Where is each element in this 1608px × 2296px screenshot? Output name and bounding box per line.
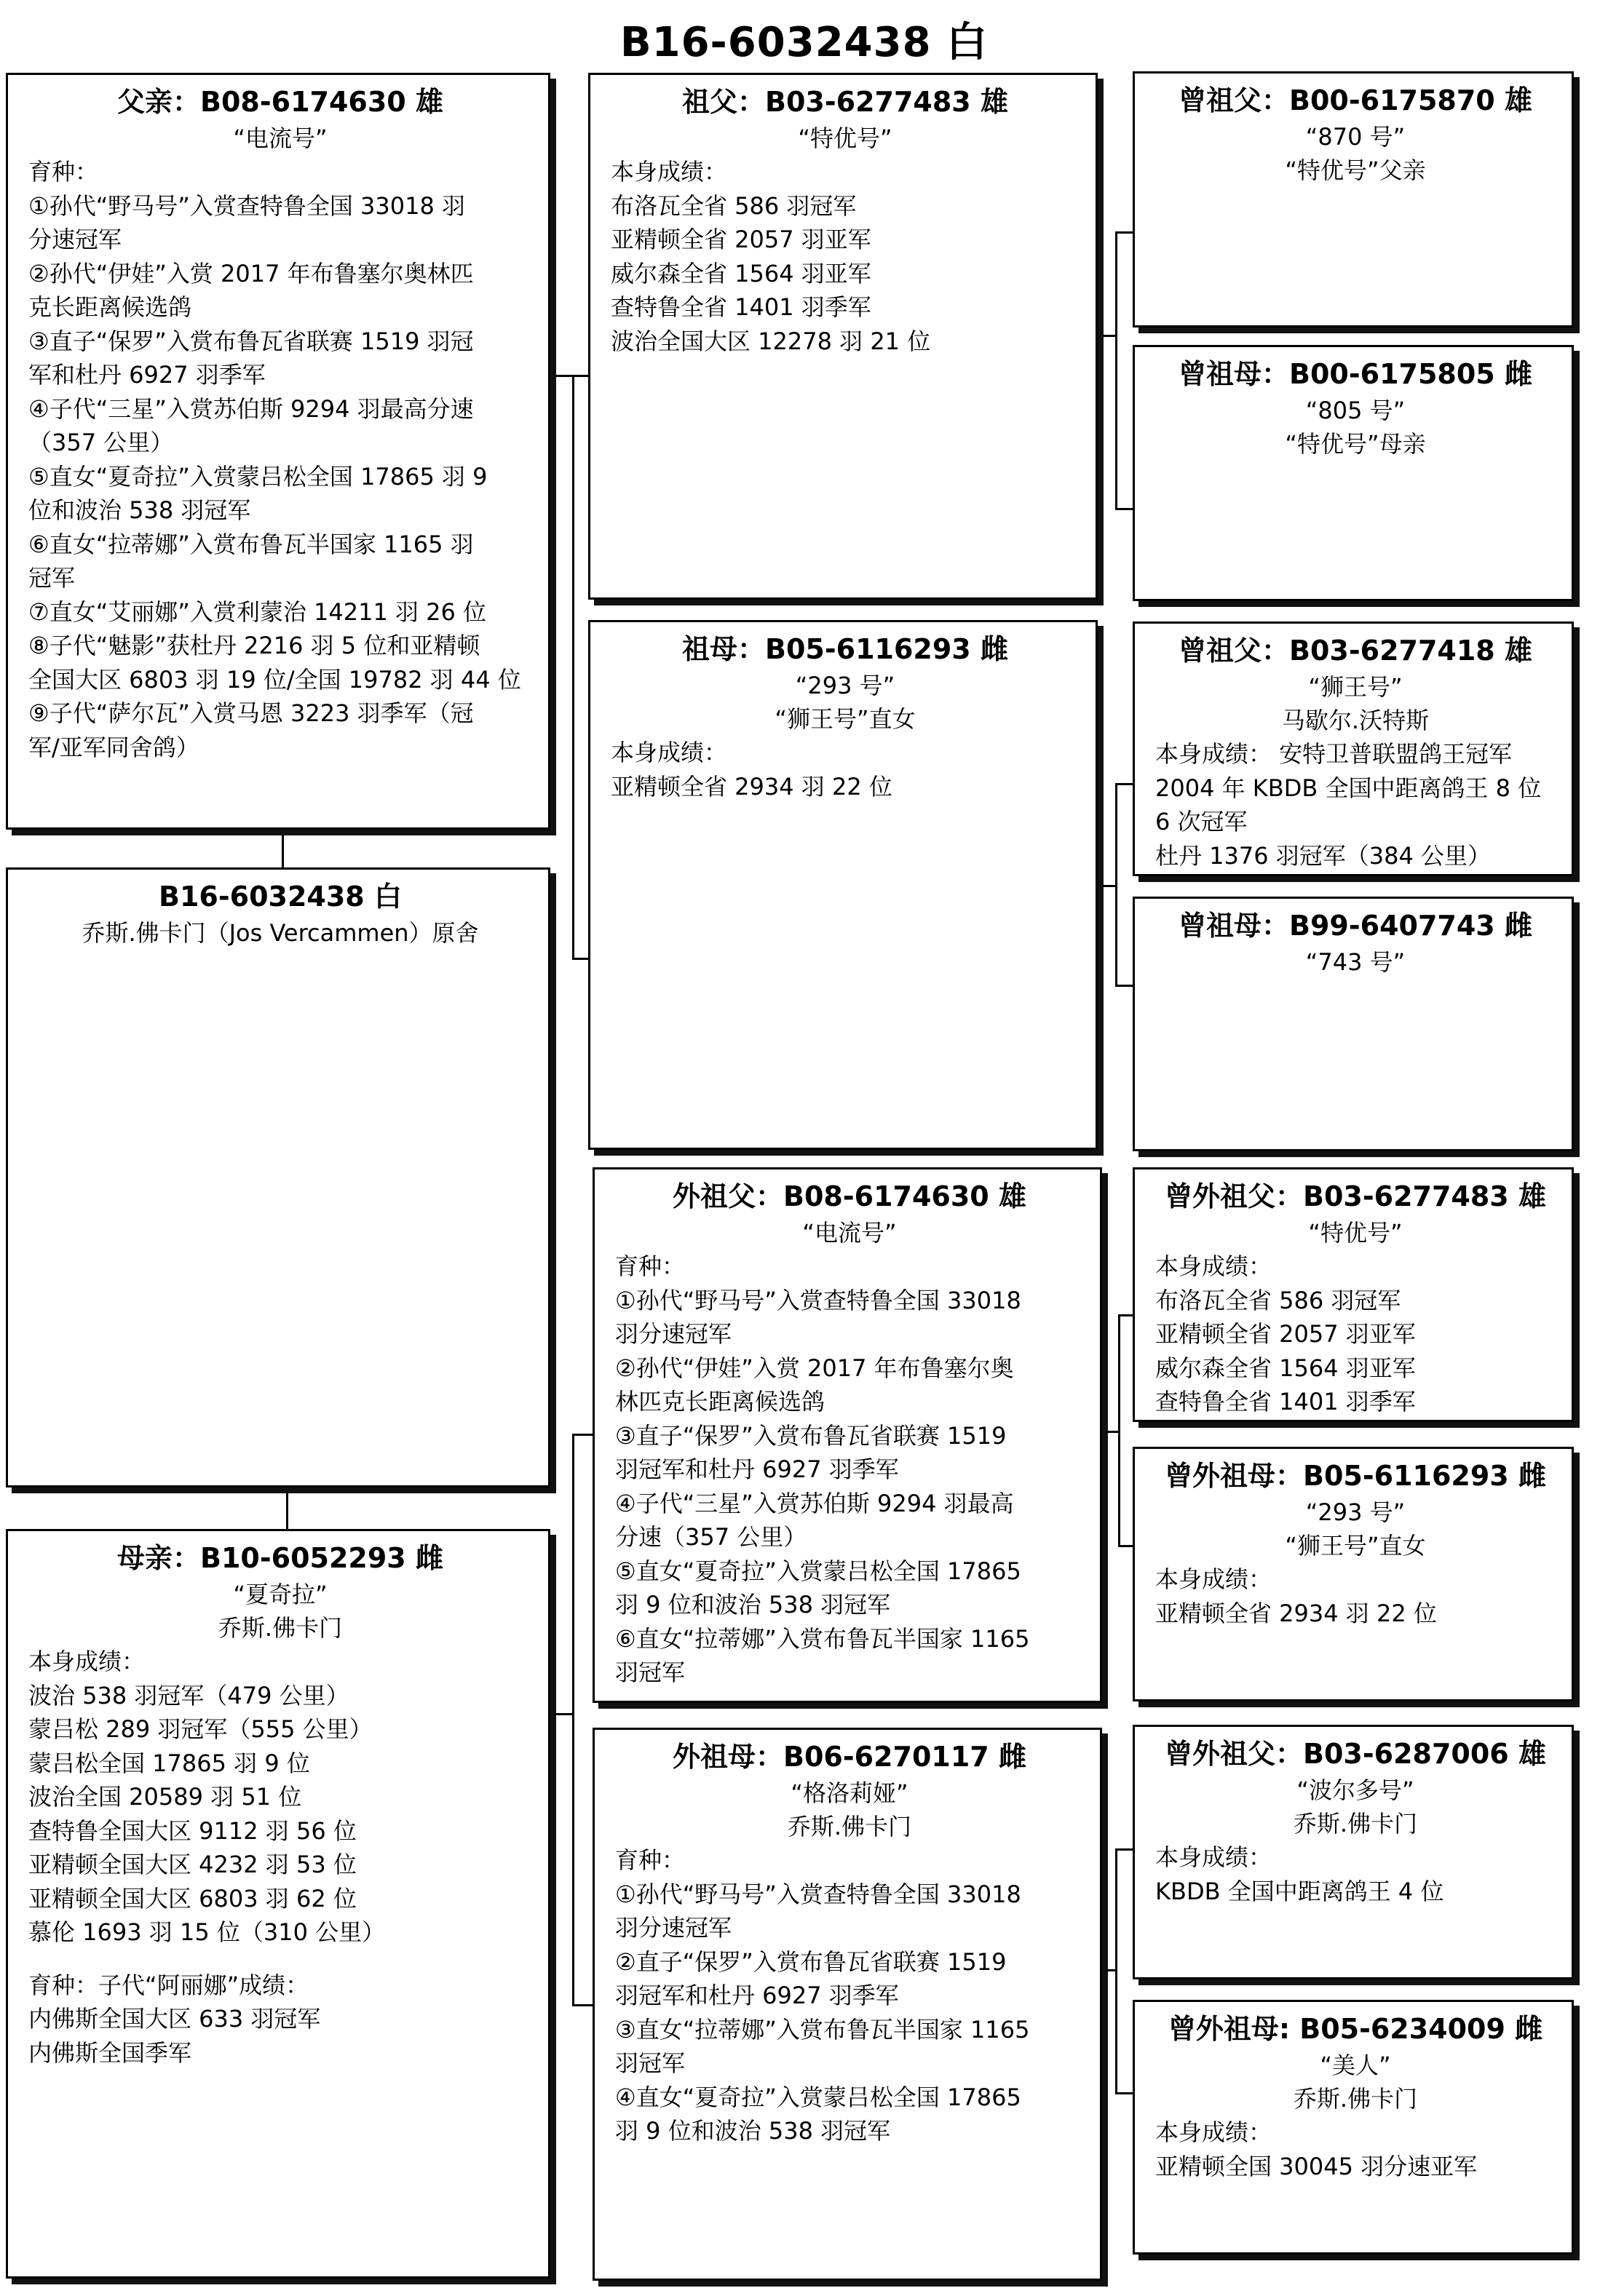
card-line: 杜丹 1376 羽冠军（384 公里） bbox=[1155, 841, 1492, 870]
connector-mother-grandparents bbox=[555, 1713, 572, 1715]
great-grandfather-4-card bbox=[1133, 1725, 1574, 1979]
card-line: ④子代“三星”入赏苏伯斯 9294 羽最高分速 bbox=[28, 394, 474, 423]
card-line: 羽分速冠军 bbox=[615, 1914, 732, 1942]
connector-to-ggm4 bbox=[1115, 2092, 1133, 2094]
connector-pgf-bracket bbox=[1115, 231, 1117, 510]
card-subtitle: 乔斯.佛卡门（Jos Vercammen）原舍 bbox=[82, 919, 479, 947]
card-subtitle: “波尔多号” bbox=[1296, 1776, 1414, 1804]
card-line: 本身成绩： bbox=[1155, 1565, 1272, 1593]
connector-father-subject bbox=[282, 835, 284, 867]
card-line: 本身成绩： bbox=[28, 1648, 146, 1675]
card-line: 位和波治 538 羽冠军 bbox=[28, 496, 251, 524]
card-line: ①孙代“野马号”入赏查特鲁全国 33018 bbox=[615, 1880, 1021, 1908]
card-subtitle: “特优号” bbox=[1308, 1219, 1403, 1247]
great-grandmother-3-card bbox=[1133, 1447, 1574, 1701]
card-heading: 祖父：B03-6277483 雄 bbox=[682, 86, 1008, 118]
card-line: 2004 年 KBDB 全国中距离鸽王 8 位 bbox=[1155, 774, 1542, 802]
card-line: ④子代“三星”入赏苏伯斯 9294 羽最高 bbox=[615, 1489, 1014, 1517]
connector-to-ggf1 bbox=[1115, 231, 1133, 234]
connector-mgf-bracket bbox=[1118, 1314, 1120, 1547]
card-line: 羽分速冠军 bbox=[615, 1320, 732, 1348]
card-subtitle: 乔斯.佛卡门 bbox=[218, 1614, 343, 1642]
card-heading: 母亲：B10-6052293 雌 bbox=[117, 1542, 443, 1574]
mother-card bbox=[6, 1529, 550, 2279]
card-line: 本身成绩： bbox=[1155, 1843, 1272, 1871]
great-grandfather-2-card bbox=[1133, 621, 1574, 876]
card-line: 羽冠军和杜丹 6927 羽季军 bbox=[615, 1455, 899, 1483]
card-line: ①孙代“野马号”入赏查特鲁全国 33018 羽 bbox=[28, 191, 465, 220]
card-heading: 曾祖父：B00-6175870 雄 bbox=[1179, 84, 1532, 116]
card-subtitle: 乔斯.佛卡门 bbox=[787, 1813, 912, 1840]
card-line: 军/亚军同舍鸽） bbox=[28, 733, 199, 761]
card-line: ④直女“夏奇拉”入赏蒙吕松全国 17865 bbox=[615, 2083, 1021, 2111]
connector-to-mgm bbox=[572, 2004, 593, 2006]
card-line: 林匹克长距离候选鸽 bbox=[615, 1388, 825, 1415]
connector-mother-bracket bbox=[572, 1434, 574, 2006]
connector-mgf-stub bbox=[1106, 1431, 1118, 1433]
card-line: 羽冠军 bbox=[615, 2049, 686, 2077]
card-line: ⑥直女“拉蒂娜”入赏布鲁瓦半国家 1165 羽 bbox=[28, 530, 474, 558]
card-line: 育种： bbox=[615, 1846, 686, 1874]
card-line: 育种： bbox=[615, 1252, 686, 1280]
connector-to-ggm2 bbox=[1115, 985, 1133, 987]
card-line: 查特鲁全省 1401 羽季军 bbox=[1155, 1388, 1416, 1415]
card-line: 波治全国大区 12278 羽 21 位 bbox=[611, 327, 931, 355]
great-grandmother-4-card bbox=[1133, 2000, 1574, 2255]
connector-to-mgf bbox=[572, 1434, 593, 1436]
card-subtitle: “格洛莉娅” bbox=[791, 1779, 908, 1807]
maternal-grandfather-card bbox=[593, 1167, 1102, 1703]
father-card bbox=[6, 73, 550, 830]
card-line: 羽冠军 bbox=[615, 1659, 686, 1686]
card-line: 羽 9 位和波治 538 羽冠军 bbox=[615, 1591, 891, 1618]
card-line: ②直子“保罗”入赏布鲁瓦省联赛 1519 bbox=[615, 1947, 1007, 1976]
card-line: 克长距离候选鸽 bbox=[28, 293, 192, 321]
connector-mgm-bracket bbox=[1115, 1848, 1117, 2094]
card-subtitle: 乔斯.佛卡门 bbox=[1293, 2085, 1418, 2113]
card-line: ②孙代“伊娃”入赏 2017 年布鲁塞尔奥林匹 bbox=[28, 259, 474, 287]
card-line: ⑨子代“萨尔瓦”入赏马恩 3223 羽季军（冠 bbox=[28, 699, 474, 727]
card-line: 育种：子代“阿丽娜”成绩： bbox=[28, 1971, 309, 1999]
card-subtitle: “特优号” bbox=[798, 124, 892, 152]
card-line: 本身成绩： 安特卫普联盟鸽王冠军 bbox=[1155, 740, 1513, 768]
connector-subject-mother bbox=[286, 1493, 288, 1529]
card-heading: 曾外祖父：B03-6277483 雄 bbox=[1165, 1180, 1546, 1212]
card-line: 亚精顿全国大区 4232 羽 53 位 bbox=[28, 1851, 357, 1878]
pedigree-title: B16-6032438 白 bbox=[619, 19, 989, 66]
card-line: 内佛斯全国季军 bbox=[28, 2038, 192, 2067]
connector-to-ggf3 bbox=[1118, 1314, 1133, 1316]
card-line: 冠军 bbox=[28, 564, 76, 592]
paternal-grandfather-card bbox=[588, 73, 1098, 600]
card-line: KBDB 全国中距离鸽王 4 位 bbox=[1155, 1877, 1444, 1905]
great-grandfather-1-card bbox=[1133, 71, 1574, 327]
connector-pgm-bracket bbox=[1115, 783, 1117, 987]
card-line: 分速（357 公里） bbox=[615, 1523, 807, 1551]
card-heading: 父亲：B08-6174630 雄 bbox=[117, 86, 443, 118]
card-subtitle: 马歇尔.沃特斯 bbox=[1281, 707, 1430, 734]
great-grandfather-3-card bbox=[1133, 1167, 1574, 1422]
paternal-grandmother-card bbox=[588, 620, 1098, 1150]
card-subtitle: “870 号” bbox=[1305, 123, 1406, 151]
card-subtitle: “电流号” bbox=[802, 1219, 897, 1247]
card-line: 波治全国 20589 羽 51 位 bbox=[28, 1783, 302, 1811]
card-line: ③直女“拉蒂娜”入赏布鲁瓦半国家 1165 bbox=[615, 2015, 1030, 2043]
card-line: 亚精顿全省 2057 羽亚军 bbox=[1155, 1320, 1416, 1348]
card-line: 本身成绩： bbox=[611, 739, 728, 766]
card-line: 波治 538 羽冠军（479 公里） bbox=[28, 1681, 349, 1709]
card-heading: 祖母：B05-6116293 雌 bbox=[682, 633, 1008, 665]
connector-to-pgm bbox=[572, 958, 588, 960]
great-grandmother-2-card bbox=[1133, 897, 1574, 1151]
connector-to-pgf bbox=[572, 375, 588, 377]
card-subtitle: “电流号” bbox=[233, 124, 328, 152]
card-line: 分速冠军 bbox=[28, 226, 122, 253]
connector-pgf-stub bbox=[1102, 335, 1115, 337]
card-spacer bbox=[28, 1950, 532, 1969]
great-grandmother-1-card bbox=[1133, 345, 1574, 601]
card-line: 威尔森全省 1564 羽亚军 bbox=[611, 259, 871, 287]
card-line: 布洛瓦全省 586 羽冠军 bbox=[611, 191, 857, 220]
card-heading: 曾祖母：B99-6407743 雌 bbox=[1179, 910, 1532, 942]
card-line: ⑤直女“夏奇拉”入赏蒙吕松全国 17865 bbox=[615, 1557, 1021, 1585]
card-line: 慕伦 1693 羽 15 位（310 公里） bbox=[28, 1918, 386, 1946]
card-heading: 曾外祖父：B03-6287006 雄 bbox=[1165, 1738, 1546, 1770]
subject-card bbox=[6, 867, 550, 1487]
card-line: ⑥直女“拉蒂娜”入赏布鲁瓦半国家 1165 bbox=[615, 1624, 1030, 1653]
card-line: 本身成绩： bbox=[611, 158, 728, 186]
card-line: 查特鲁全国大区 9112 羽 56 位 bbox=[28, 1816, 357, 1845]
card-line: ②孙代“伊娃”入赏 2017 年布鲁塞尔奥 bbox=[615, 1354, 1014, 1382]
card-line: ⑤直女“夏奇拉”入赏蒙吕松全国 17865 羽 9 bbox=[28, 462, 488, 490]
connector-to-ggf4 bbox=[1115, 1848, 1133, 1851]
card-line: 威尔森全省 1564 羽亚军 bbox=[1155, 1354, 1416, 1382]
card-heading: 曾外祖母: B05-6234009 雌 bbox=[1168, 2013, 1543, 2045]
card-subtitle: 乔斯.佛卡门 bbox=[1293, 1810, 1418, 1838]
card-line: ⑦直女“艾丽娜”入赏利蒙治 14211 羽 26 位 bbox=[28, 597, 487, 626]
card-subtitle: “805 号” bbox=[1305, 397, 1406, 424]
card-heading: 外祖母：B06-6270117 雌 bbox=[673, 1741, 1026, 1773]
connector-to-ggf2 bbox=[1115, 783, 1133, 785]
connector-mgm-stub bbox=[1106, 1969, 1115, 1971]
card-line: 育种： bbox=[28, 158, 99, 186]
card-line: ⑧子代“魅影”获杜丹 2216 羽 5 位和亚精顿 bbox=[28, 632, 480, 659]
card-heading: 曾祖母：B00-6175805 雌 bbox=[1179, 358, 1532, 390]
card-line: 6 次冠军 bbox=[1155, 808, 1248, 835]
card-heading: 曾祖父：B03-6277418 雄 bbox=[1179, 635, 1532, 667]
card-subtitle: “狮王号”直女 bbox=[775, 705, 916, 733]
card-line: 布洛瓦全省 586 羽冠军 bbox=[1155, 1286, 1401, 1314]
card-subtitle: “743 号” bbox=[1305, 948, 1406, 976]
card-line: 本身成绩： bbox=[1155, 2118, 1272, 2146]
card-line: 查特鲁全省 1401 羽季军 bbox=[611, 293, 871, 321]
connector-father-grandparents bbox=[555, 375, 572, 377]
card-line: 全国大区 6803 羽 19 位/全国 19782 羽 44 位 bbox=[28, 665, 521, 694]
connector-to-ggm1 bbox=[1115, 508, 1133, 510]
card-subtitle: “293 号” bbox=[1305, 1498, 1406, 1526]
card-line: 羽 9 位和波治 538 羽冠军 bbox=[615, 2117, 891, 2145]
card-line: 亚精顿全国大区 6803 羽 62 位 bbox=[28, 1884, 357, 1912]
card-subtitle: “美人” bbox=[1320, 2051, 1391, 2079]
card-subtitle: “特优号”父亲 bbox=[1285, 156, 1426, 184]
card-line: 亚精顿全省 2934 羽 22 位 bbox=[1155, 1599, 1437, 1627]
card-line: 亚精顿全省 2057 羽亚军 bbox=[611, 226, 871, 253]
card-heading: B16-6032438 白 bbox=[159, 881, 402, 913]
connector-pgm-stub bbox=[1102, 885, 1115, 887]
card-line: 内佛斯全国大区 633 羽冠军 bbox=[28, 2005, 321, 2033]
connector-father-bracket bbox=[572, 375, 574, 959]
card-line: 亚精顿全省 2934 羽 22 位 bbox=[611, 772, 892, 801]
card-line: ①孙代“野马号”入赏查特鲁全国 33018 bbox=[615, 1286, 1021, 1314]
card-subtitle: “狮王号”直女 bbox=[1285, 1532, 1426, 1560]
card-line: 蒙吕松 289 羽冠军（555 公里） bbox=[28, 1715, 373, 1743]
card-subtitle: “狮王号” bbox=[1308, 673, 1403, 701]
card-line: 亚精顿全国 30045 羽分速亚军 bbox=[1155, 2152, 1478, 2180]
card-line: 羽冠军和杜丹 6927 羽季军 bbox=[615, 1982, 899, 2009]
card-subtitle: “夏奇拉” bbox=[233, 1581, 328, 1608]
card-heading: 曾外祖母：B05-6116293 雌 bbox=[1165, 1460, 1546, 1492]
card-heading: 外祖父：B08-6174630 雄 bbox=[673, 1180, 1026, 1212]
card-line: （357 公里） bbox=[28, 429, 174, 456]
card-line: 本身成绩： bbox=[1155, 1252, 1272, 1280]
connector-to-ggm3 bbox=[1118, 1545, 1133, 1547]
card-line: 蒙吕松全国 17865 羽 9 位 bbox=[28, 1749, 310, 1777]
card-subtitle: “特优号”母亲 bbox=[1285, 430, 1426, 458]
card-subtitle: “293 号” bbox=[795, 672, 895, 699]
card-line: 军和杜丹 6927 羽季军 bbox=[28, 361, 266, 389]
maternal-grandmother-card bbox=[593, 1728, 1102, 2281]
card-line: ③直子“保罗”入赏布鲁瓦省联赛 1519 羽冠 bbox=[28, 327, 474, 355]
card-line: ③直子“保罗”入赏布鲁瓦省联赛 1519 bbox=[615, 1421, 1007, 1450]
